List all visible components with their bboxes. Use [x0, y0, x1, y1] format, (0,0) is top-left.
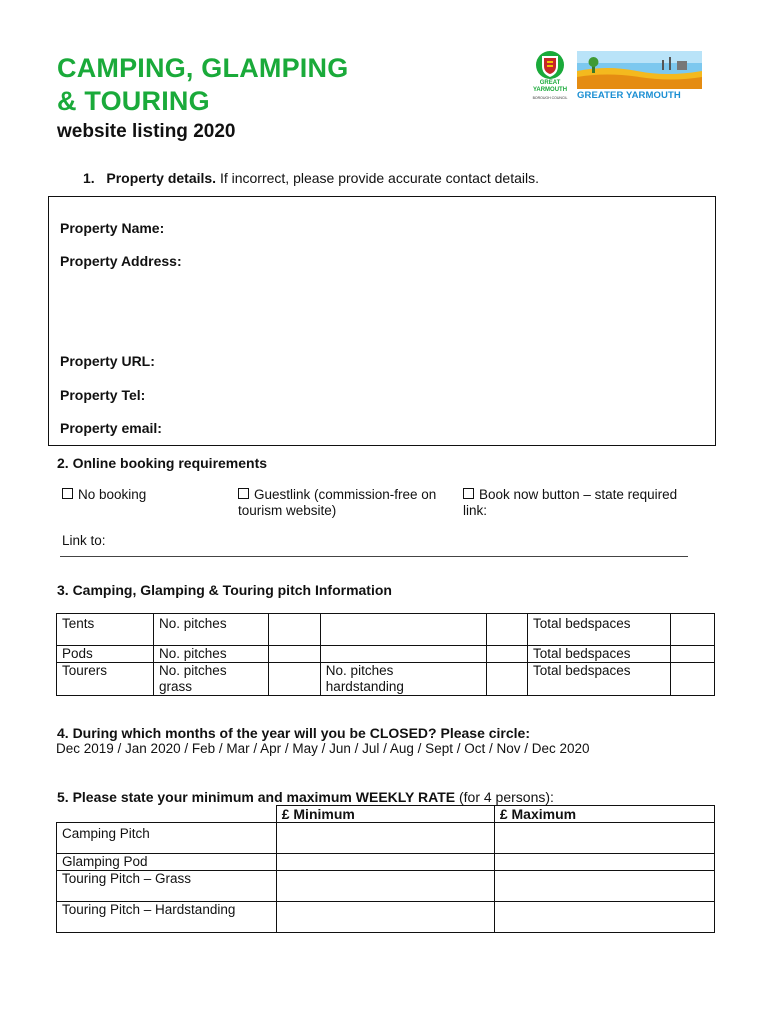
pitch-info-table	[56, 613, 715, 696]
title-line-2: & TOURING	[57, 86, 210, 116]
table-row	[57, 614, 715, 646]
document-title	[57, 52, 348, 118]
checkbox-book-now[interactable]	[463, 488, 474, 499]
cell-tourers-hardstanding-input[interactable]	[486, 663, 527, 696]
table-row	[57, 871, 715, 902]
cell-touring-hardstanding-max[interactable]	[494, 902, 714, 933]
row-label-touring-grass: Touring Pitch – Grass	[57, 871, 277, 902]
option-no-booking[interactable]: No booking	[62, 487, 146, 503]
cell-tents-total-label: Total bedspaces	[527, 614, 670, 646]
cell-camping-min[interactable]	[276, 823, 494, 854]
table-row	[57, 646, 715, 663]
link-to-label: Link to:	[62, 533, 106, 548]
cell-tents-pitches-input[interactable]	[269, 614, 321, 646]
checkbox-no-booking[interactable]	[62, 488, 73, 499]
cell-pods-pitches-input[interactable]	[269, 646, 321, 663]
col-header-minimum: £ Minimum	[276, 806, 494, 823]
link-to-line[interactable]	[60, 556, 688, 557]
row-label-camping-pitch: Camping Pitch	[57, 823, 277, 854]
greater-yarmouth-banner-image	[577, 51, 702, 89]
cell-tourers-hardstanding-label: No. pitches hardstanding	[320, 663, 486, 696]
cell-corner	[57, 806, 277, 823]
cell-empty-input	[486, 646, 527, 663]
cell-touring-hardstanding-min[interactable]	[276, 902, 494, 933]
section4-heading: 4. During which months of the year will you be CLOSED? Please circle:	[57, 725, 530, 741]
table-row	[57, 663, 715, 696]
row-label-touring-hardstanding: Touring Pitch – Hardstanding	[57, 902, 277, 933]
title-line-1: CAMPING, GLAMPING	[57, 53, 349, 83]
cell-tourers: Tourers	[57, 663, 154, 696]
cell-tents-pitches-label: No. pitches	[154, 614, 269, 646]
section2-heading: 2. Online booking requirements	[57, 455, 268, 471]
cell-tourers-grass-label: No. pitches grass	[154, 663, 269, 696]
cell-tourers-grass-input[interactable]	[269, 663, 321, 696]
table-row	[57, 806, 715, 823]
section1-heading: Property details.	[106, 170, 217, 186]
cell-glamping-max[interactable]	[494, 854, 714, 871]
cell-touring-grass-max[interactable]	[494, 871, 714, 902]
property-address-label: Property Address:	[60, 253, 182, 269]
section5-heading: 5. Please state your minimum and maximum WEEKLY RATE (for 4 persons):	[57, 789, 554, 805]
greater-yarmouth-logo-text: GREATER YARMOUTH	[577, 90, 681, 101]
cell-tents-total-input[interactable]	[670, 614, 715, 646]
checkbox-guestlink[interactable]	[238, 488, 249, 499]
cell-pods-pitches-label: No. pitches	[154, 646, 269, 663]
cell-pods: Pods	[57, 646, 154, 663]
document-subtitle: website listing 2020	[57, 121, 236, 142]
option-book-now[interactable]: Book now button – state required link:	[463, 487, 678, 518]
property-email-label: Property email:	[60, 420, 162, 436]
cell-glamping-min[interactable]	[276, 854, 494, 871]
table-row	[57, 823, 715, 854]
property-tel-label: Property Tel:	[60, 387, 146, 403]
section1-number: 1.	[83, 170, 95, 186]
cell-camping-max[interactable]	[494, 823, 714, 854]
cell-empty	[320, 614, 486, 646]
option-guestlink[interactable]: Guestlink (commission-free on tourism website)	[238, 487, 437, 518]
cell-pods-total-label: Total bedspaces	[527, 646, 670, 663]
cell-tents: Tents	[57, 614, 154, 646]
cell-touring-grass-min[interactable]	[276, 871, 494, 902]
cell-tourers-total-input[interactable]	[670, 663, 715, 696]
table-row	[57, 854, 715, 871]
cell-empty	[320, 646, 486, 663]
row-label-glamping-pod: Glamping Pod	[57, 854, 277, 871]
section1-instruction	[83, 170, 539, 186]
borough-logo-subtext: BOROUGH COUNCIL	[532, 96, 568, 100]
section1-text: If incorrect, please provide accurate contact details.	[219, 170, 540, 186]
weekly-rate-table	[56, 805, 715, 933]
property-url-label: Property URL:	[60, 353, 155, 369]
section3-heading: 3. Camping, Glamping & Touring pitch Information	[57, 582, 392, 598]
cell-pods-total-input[interactable]	[670, 646, 715, 663]
col-header-maximum: £ Maximum	[494, 806, 714, 823]
cell-tourers-total-label: Total bedspaces	[527, 663, 670, 696]
cell-empty-input	[486, 614, 527, 646]
property-name-label: Property Name:	[60, 220, 165, 236]
borough-logo-text: GREAT YARMOUTH	[532, 80, 568, 93]
closed-months-list[interactable]: Dec 2019 / Jan 2020 / Feb / Mar / Apr / May / Jun / Jul / Aug / Sept / Oct / Nov / Dec 2020	[56, 741, 590, 756]
table-row	[57, 902, 715, 933]
